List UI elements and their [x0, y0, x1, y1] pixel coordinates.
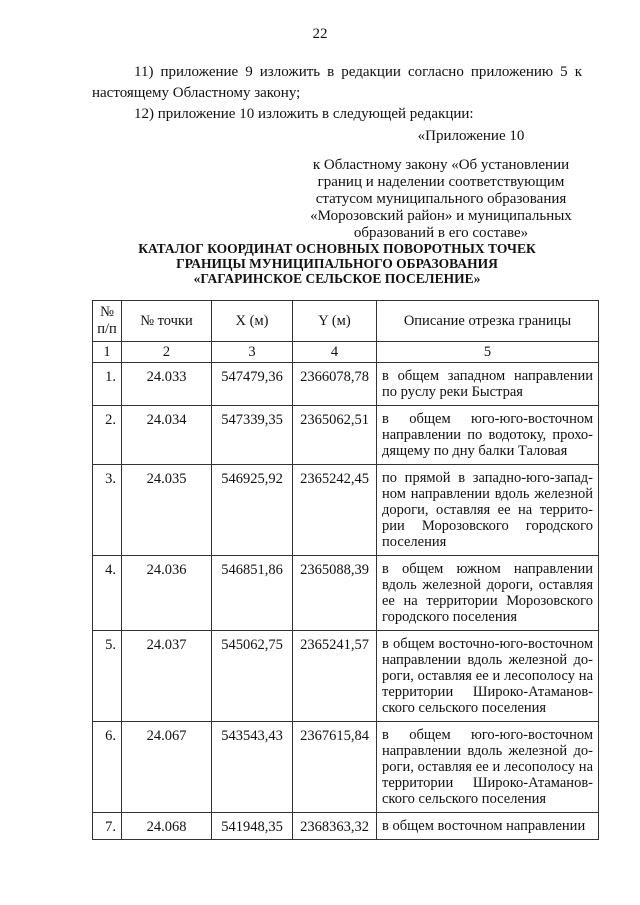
catalog-title-line: ГРАНИЦЫ МУНИЦИПАЛЬНОГО ОБРАЗОВАНИЯ [176, 256, 498, 271]
header-x: X (м) [212, 301, 293, 342]
point-id: 24.035 [122, 465, 212, 556]
description-line: направлении вдоль железной до- [382, 652, 593, 668]
segment-description [377, 722, 599, 813]
coord-y: 2365062,51 [293, 406, 377, 465]
description-line: роги, оставляя ее и лесополосу на [382, 759, 593, 775]
column-number: 4 [293, 342, 377, 363]
appendix-line: образований в его составе» [353, 225, 529, 241]
description-line: в общем юго-юго-восточном [382, 411, 593, 427]
coord-y: 2366078,78 [293, 363, 377, 406]
row-number: 2. [93, 406, 122, 465]
description-line: ского сельского поселения [382, 700, 547, 716]
description-line: дящему по дну балки Таловая [382, 443, 568, 459]
segment-description [377, 631, 599, 722]
description-line: городского поселения [382, 609, 518, 625]
coord-x: 545062,75 [212, 631, 293, 722]
description-line: в общем восточно-юго-восточном [382, 636, 593, 652]
row-number: 3. [93, 465, 122, 556]
description-line: направлении вдоль железной до- [382, 743, 593, 759]
page-number: 22 [312, 26, 328, 42]
header-point: № точки [122, 301, 212, 342]
coord-y: 2365242,45 [293, 465, 377, 556]
coord-x: 546851,86 [212, 556, 293, 631]
description-line: рии Морозовского городского [382, 518, 593, 534]
catalog-title-line: «ГАГАРИНСКОЕ СЕЛЬСКОЕ ПОСЕЛЕНИЕ» [193, 271, 481, 286]
appendix-line: «Морозовский район» и муниципальных [310, 208, 572, 224]
column-numbers-row [93, 342, 599, 363]
row-number: 6. [93, 722, 122, 813]
point-id: 24.037 [122, 631, 212, 722]
table-row [93, 722, 599, 813]
coord-y: 2367615,84 [293, 722, 377, 813]
point-id: 24.033 [122, 363, 212, 406]
table-header-row [93, 301, 599, 342]
description-line: дороги, оставляя ее на террито- [382, 502, 593, 518]
segment-description [377, 465, 599, 556]
coord-x: 541948,35 [212, 813, 293, 840]
table-row [93, 363, 599, 406]
row-number: 4. [93, 556, 122, 631]
column-number: 3 [212, 342, 293, 363]
table-row [93, 813, 599, 840]
description-line: в общем восточном направлении [382, 818, 586, 834]
table-body [93, 363, 599, 840]
coord-x: 543543,43 [212, 722, 293, 813]
header-number-line1: № [100, 304, 114, 320]
description-line: по прямой в западно-юго-запад- [382, 470, 593, 486]
table-row [93, 406, 599, 465]
paragraph-11 [92, 62, 582, 104]
description-line: в общем юго-юго-восточном [382, 727, 593, 743]
coord-x: 546925,92 [212, 465, 293, 556]
segment-description [377, 556, 599, 631]
column-number: 2 [122, 342, 212, 363]
header-number [93, 301, 122, 342]
coord-y: 2368363,32 [293, 813, 377, 840]
appendix-line: к Областному закону «Об установлении [312, 157, 570, 173]
row-number: 1. [93, 363, 122, 406]
appendix-line: границ и наделении соответствующим [317, 174, 565, 190]
paragraph-12 [92, 104, 582, 125]
catalog-title [92, 241, 582, 286]
appendix-line: статусом муниципального образования [315, 191, 567, 207]
description-line: ее на территории Морозовского [382, 593, 593, 609]
header-description: Описание отрезка границы [377, 301, 599, 342]
coordinates-table [92, 300, 599, 840]
coord-x: 547479,36 [212, 363, 293, 406]
table-row [93, 556, 599, 631]
appendix-title: «Приложение 10 [417, 128, 525, 144]
paragraph-12-text: 12) приложение 10 изложить в следующей редакции: [134, 106, 474, 122]
point-id: 24.068 [122, 813, 212, 840]
point-id: 24.036 [122, 556, 212, 631]
segment-description [377, 406, 599, 465]
description-line: ном направлении вдоль железной [382, 486, 593, 502]
row-number: 7. [93, 813, 122, 840]
description-line: ского сельского поселения [382, 791, 547, 807]
column-number: 5 [377, 342, 599, 363]
appendix-header [300, 128, 582, 242]
description-line: по руслу реки Быстрая [382, 384, 523, 400]
point-id: 24.067 [122, 722, 212, 813]
catalog-title-line: КАТАЛОГ КООРДИНАТ ОСНОВНЫХ ПОВОРОТНЫХ ТОЧЕК [138, 241, 536, 256]
segment-description [377, 813, 599, 840]
segment-description [377, 363, 599, 406]
table-row [93, 631, 599, 722]
coord-y: 2365241,57 [293, 631, 377, 722]
coord-y: 2365088,39 [293, 556, 377, 631]
point-id: 24.034 [122, 406, 212, 465]
description-line: направлении по водотоку, прохо- [382, 427, 593, 443]
description-line: в общем южном направлении [382, 561, 593, 577]
description-line: роги, оставляя ее и лесополосу на [382, 668, 593, 684]
description-line: территории Широко-Атаманов- [382, 684, 593, 700]
paragraph-11-text: 11) приложение 9 изложить в редакции согласно приложению 5 к настоящему Областному закону; [92, 64, 582, 101]
header-y: Y (м) [293, 301, 377, 342]
header-number-line2: п/п [97, 321, 117, 337]
description-line: поселения [382, 534, 447, 550]
column-number: 1 [93, 342, 122, 363]
coord-x: 547339,35 [212, 406, 293, 465]
description-line: вдоль железной дороги, оставляя [382, 577, 593, 593]
table-row [93, 465, 599, 556]
description-line: территории Широко-Атаманов- [382, 775, 593, 791]
description-line: в общем западном направлении [382, 368, 593, 384]
row-number: 5. [93, 631, 122, 722]
